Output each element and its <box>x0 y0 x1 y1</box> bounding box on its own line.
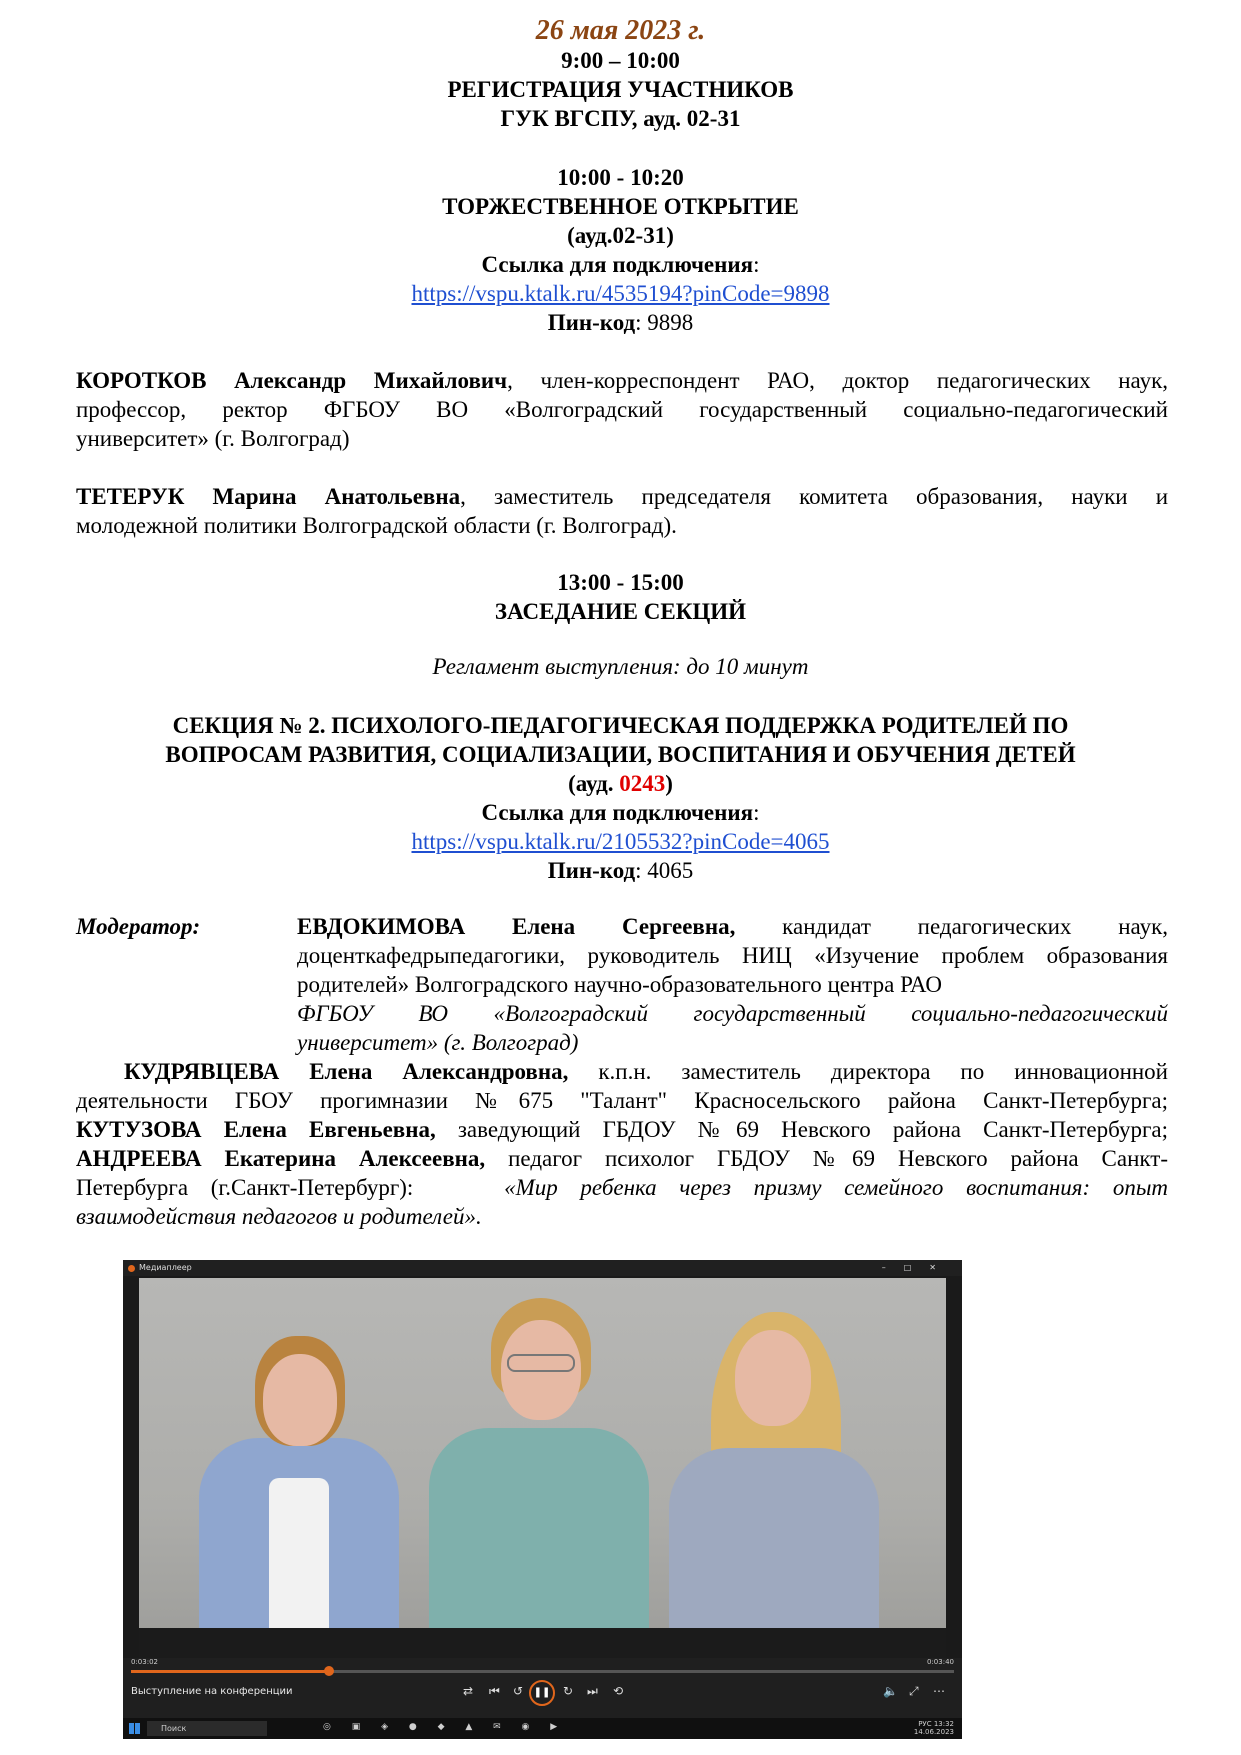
seek-bar[interactable] <box>131 1670 954 1673</box>
opening-block <box>0 163 1241 337</box>
speaker-name: КОРОТКОВ Александр Михайлович <box>76 368 508 393</box>
opening-room: (ауд.02-31) <box>567 223 674 248</box>
registration-block <box>0 46 1241 133</box>
reporter-name: КУТУЗОВА Елена Евгеньевна, <box>76 1117 436 1142</box>
desk <box>139 1628 946 1658</box>
moderator-text: кандидат педагогических наук, <box>735 914 1169 939</box>
moderator-text: университет» (г. Волгоград) <box>297 1030 579 1055</box>
section2-title-line1: СЕКЦИЯ № 2. ПСИХОЛОГО-ПЕДАГОГИЧЕСКАЯ ПОДДЕРЖКА РОДИТЕЛЕЙ ПО <box>172 713 1069 738</box>
section2-url-link[interactable]: https://vspu.ktalk.ru/2105532?pinCode=4065 <box>411 829 830 854</box>
speaker-text: , заместитель председателя комитета образования, науки и <box>460 484 1168 509</box>
speaker-text: университет» (г. Волгоград) <box>76 426 350 451</box>
speaker-teteruk <box>76 482 1168 540</box>
rewind-icon[interactable]: ↺ <box>513 1684 524 1698</box>
sections-meeting-block <box>0 568 1241 626</box>
moderator-label: Модератор: <box>76 914 201 939</box>
more-icon[interactable]: ⋯ <box>933 1684 945 1698</box>
time-total: 0:03:40 <box>927 1658 954 1666</box>
section2-room-suffix: ) <box>665 771 673 796</box>
taskbar-search[interactable]: Поиск <box>147 1721 267 1736</box>
reporter-name: КУДРЯВЦЕВА Елена Александровна, <box>124 1059 569 1084</box>
windows-taskbar <box>123 1718 962 1739</box>
opening-pin-line <box>0 308 1241 337</box>
section2-pin-label: Пин-код <box>547 858 636 883</box>
repeat-icon[interactable]: ⟲ <box>613 1684 624 1698</box>
moderator-text: родителей» Волгоградского научно-образовательного центра РАО <box>297 972 942 997</box>
player-titlebar <box>123 1260 962 1276</box>
shuffle-icon[interactable]: ⇄ <box>463 1684 474 1698</box>
windows-start-icon[interactable] <box>129 1723 140 1734</box>
program-date: 26 мая 2023 г. <box>535 15 706 46</box>
seek-bar-progress <box>131 1670 329 1673</box>
tray-date: 14.06.2023 <box>913 1728 954 1736</box>
section2-link-line <box>0 798 1241 827</box>
report-text: заведующий ГБДОУ №69 Невского района Санкт-Петербурга; <box>435 1117 1168 1142</box>
forward-icon[interactable]: ↻ <box>563 1684 574 1698</box>
reporter-name: АНДРЕЕВА Екатерина Алексеевна, <box>76 1146 486 1171</box>
report-text: педагог психолог ГБДОУ №69 Невского района Санкт- <box>485 1146 1168 1171</box>
speaker-text: молодежной политики Волгоградской области (г. Волгоград). <box>76 513 677 538</box>
seek-bar-knob[interactable] <box>324 1666 334 1676</box>
speaker-text: , член-корреспондент РАО, доктор педагогических наук, <box>507 368 1168 393</box>
person-middle <box>429 1298 649 1628</box>
opening-time: 10:00 - 10:20 <box>557 165 684 190</box>
glasses <box>507 1354 575 1372</box>
registration-time: 9:00 – 10:00 <box>561 48 680 73</box>
report-paragraph <box>76 1057 1168 1231</box>
sections-time: 13:00 - 15:00 <box>557 570 684 595</box>
fullscreen-icon[interactable]: ⤢ <box>909 1684 919 1698</box>
moderator-text: доценткафедрыпедагогики, руководитель НИЦ «Изучение проблем образования <box>297 943 1168 968</box>
report-text: Петербурга (г.Санкт-Петербург): <box>76 1175 414 1200</box>
player-app-title: Медиаплеер <box>139 1263 192 1272</box>
opening-link-label: Ссылка для подключения <box>481 252 754 277</box>
moderator-name: ЕВДОКИМОВА Елена Сергеевна, <box>297 914 736 939</box>
section2-link-colon: : <box>753 800 760 825</box>
moderator-info <box>297 912 1168 1057</box>
opening-pin-value: : 9898 <box>635 310 694 335</box>
opening-link-line <box>0 250 1241 279</box>
report-topic: взаимодействия педагогов и родителей». <box>76 1204 482 1229</box>
window-buttons[interactable]: –□✕ <box>881 1263 954 1272</box>
media-title: Выступление на конференции <box>131 1686 293 1697</box>
player-controls <box>123 1658 962 1718</box>
section2-room <box>0 769 1241 798</box>
opening-title: ТОРЖЕСТВЕННОЕ ОТКРЫТИЕ <box>442 194 799 219</box>
opening-url-link[interactable]: https://vspu.ktalk.ru/4535194?pinCode=9898 <box>411 281 830 306</box>
opening-link-colon: : <box>753 252 760 277</box>
previous-icon[interactable]: ⏮ <box>489 1684 500 1698</box>
time-elapsed: 0:03:02 <box>131 1658 158 1666</box>
section2-block <box>0 711 1241 885</box>
report-topic: «Мир ребенка через призму семейного воспитания: опыт <box>504 1175 1168 1200</box>
volume-icon[interactable]: 🔈 <box>883 1684 898 1698</box>
system-tray <box>914 1720 954 1736</box>
tray-time: 13:32 <box>933 1720 954 1728</box>
sections-title: ЗАСЕДАНИЕ СЕКЦИЙ <box>494 599 747 624</box>
next-icon[interactable]: ⏭ <box>587 1684 598 1698</box>
speaker-text: профессор, ректор ФГБОУ ВО «Волгоградский государственный социально-педагогический <box>76 397 1168 422</box>
media-player-screenshot <box>123 1260 962 1739</box>
section2-pin-value: : 4065 <box>635 858 694 883</box>
pause-button[interactable]: ❚❚ <box>529 1680 555 1706</box>
report-text: деятельности ГБОУ прогимназии №675 "Талант" Красносельского района Санкт-Петербурга; <box>76 1088 1168 1113</box>
moderator-text: ФГБОУ ВО «Волгоградский государственный социально-педагогический <box>297 1001 1168 1026</box>
section2-room-prefix: (ауд. <box>568 771 620 796</box>
speaker-korotkov <box>76 366 1168 453</box>
registration-place: ГУК ВГСПУ, ауд. 02-31 <box>500 106 741 131</box>
tray-language: РУС <box>918 1720 932 1728</box>
person-left <box>199 1328 399 1628</box>
section2-title-line2: ВОПРОСАМ РАЗВИТИЯ, СОЦИАЛИЗАЦИИ, ВОСПИТАНИЯ И ОБУЧЕНИЯ ДЕТЕЙ <box>165 742 1076 767</box>
video-frame <box>139 1278 946 1658</box>
section2-link-label: Ссылка для подключения <box>481 800 754 825</box>
person-right <box>669 1308 879 1628</box>
section2-room-number: 0243 <box>619 771 666 796</box>
app-icon <box>128 1265 135 1272</box>
report-text: к.п.н. заместитель директора по инновационной <box>568 1059 1168 1084</box>
registration-title: РЕГИСТРАЦИЯ УЧАСТНИКОВ <box>447 77 794 102</box>
reglament-note: Регламент выступления: до 10 минут <box>432 654 809 679</box>
opening-pin-label: Пин-код <box>547 310 636 335</box>
taskbar-app-icons[interactable]: ◎ ▣ ◈ ● ◆ ▲ ✉ ◉ ▶ <box>323 1722 567 1732</box>
section2-pin-line <box>0 856 1241 885</box>
speaker-name: ТЕТЕРУК Марина Анатольевна <box>76 484 461 509</box>
